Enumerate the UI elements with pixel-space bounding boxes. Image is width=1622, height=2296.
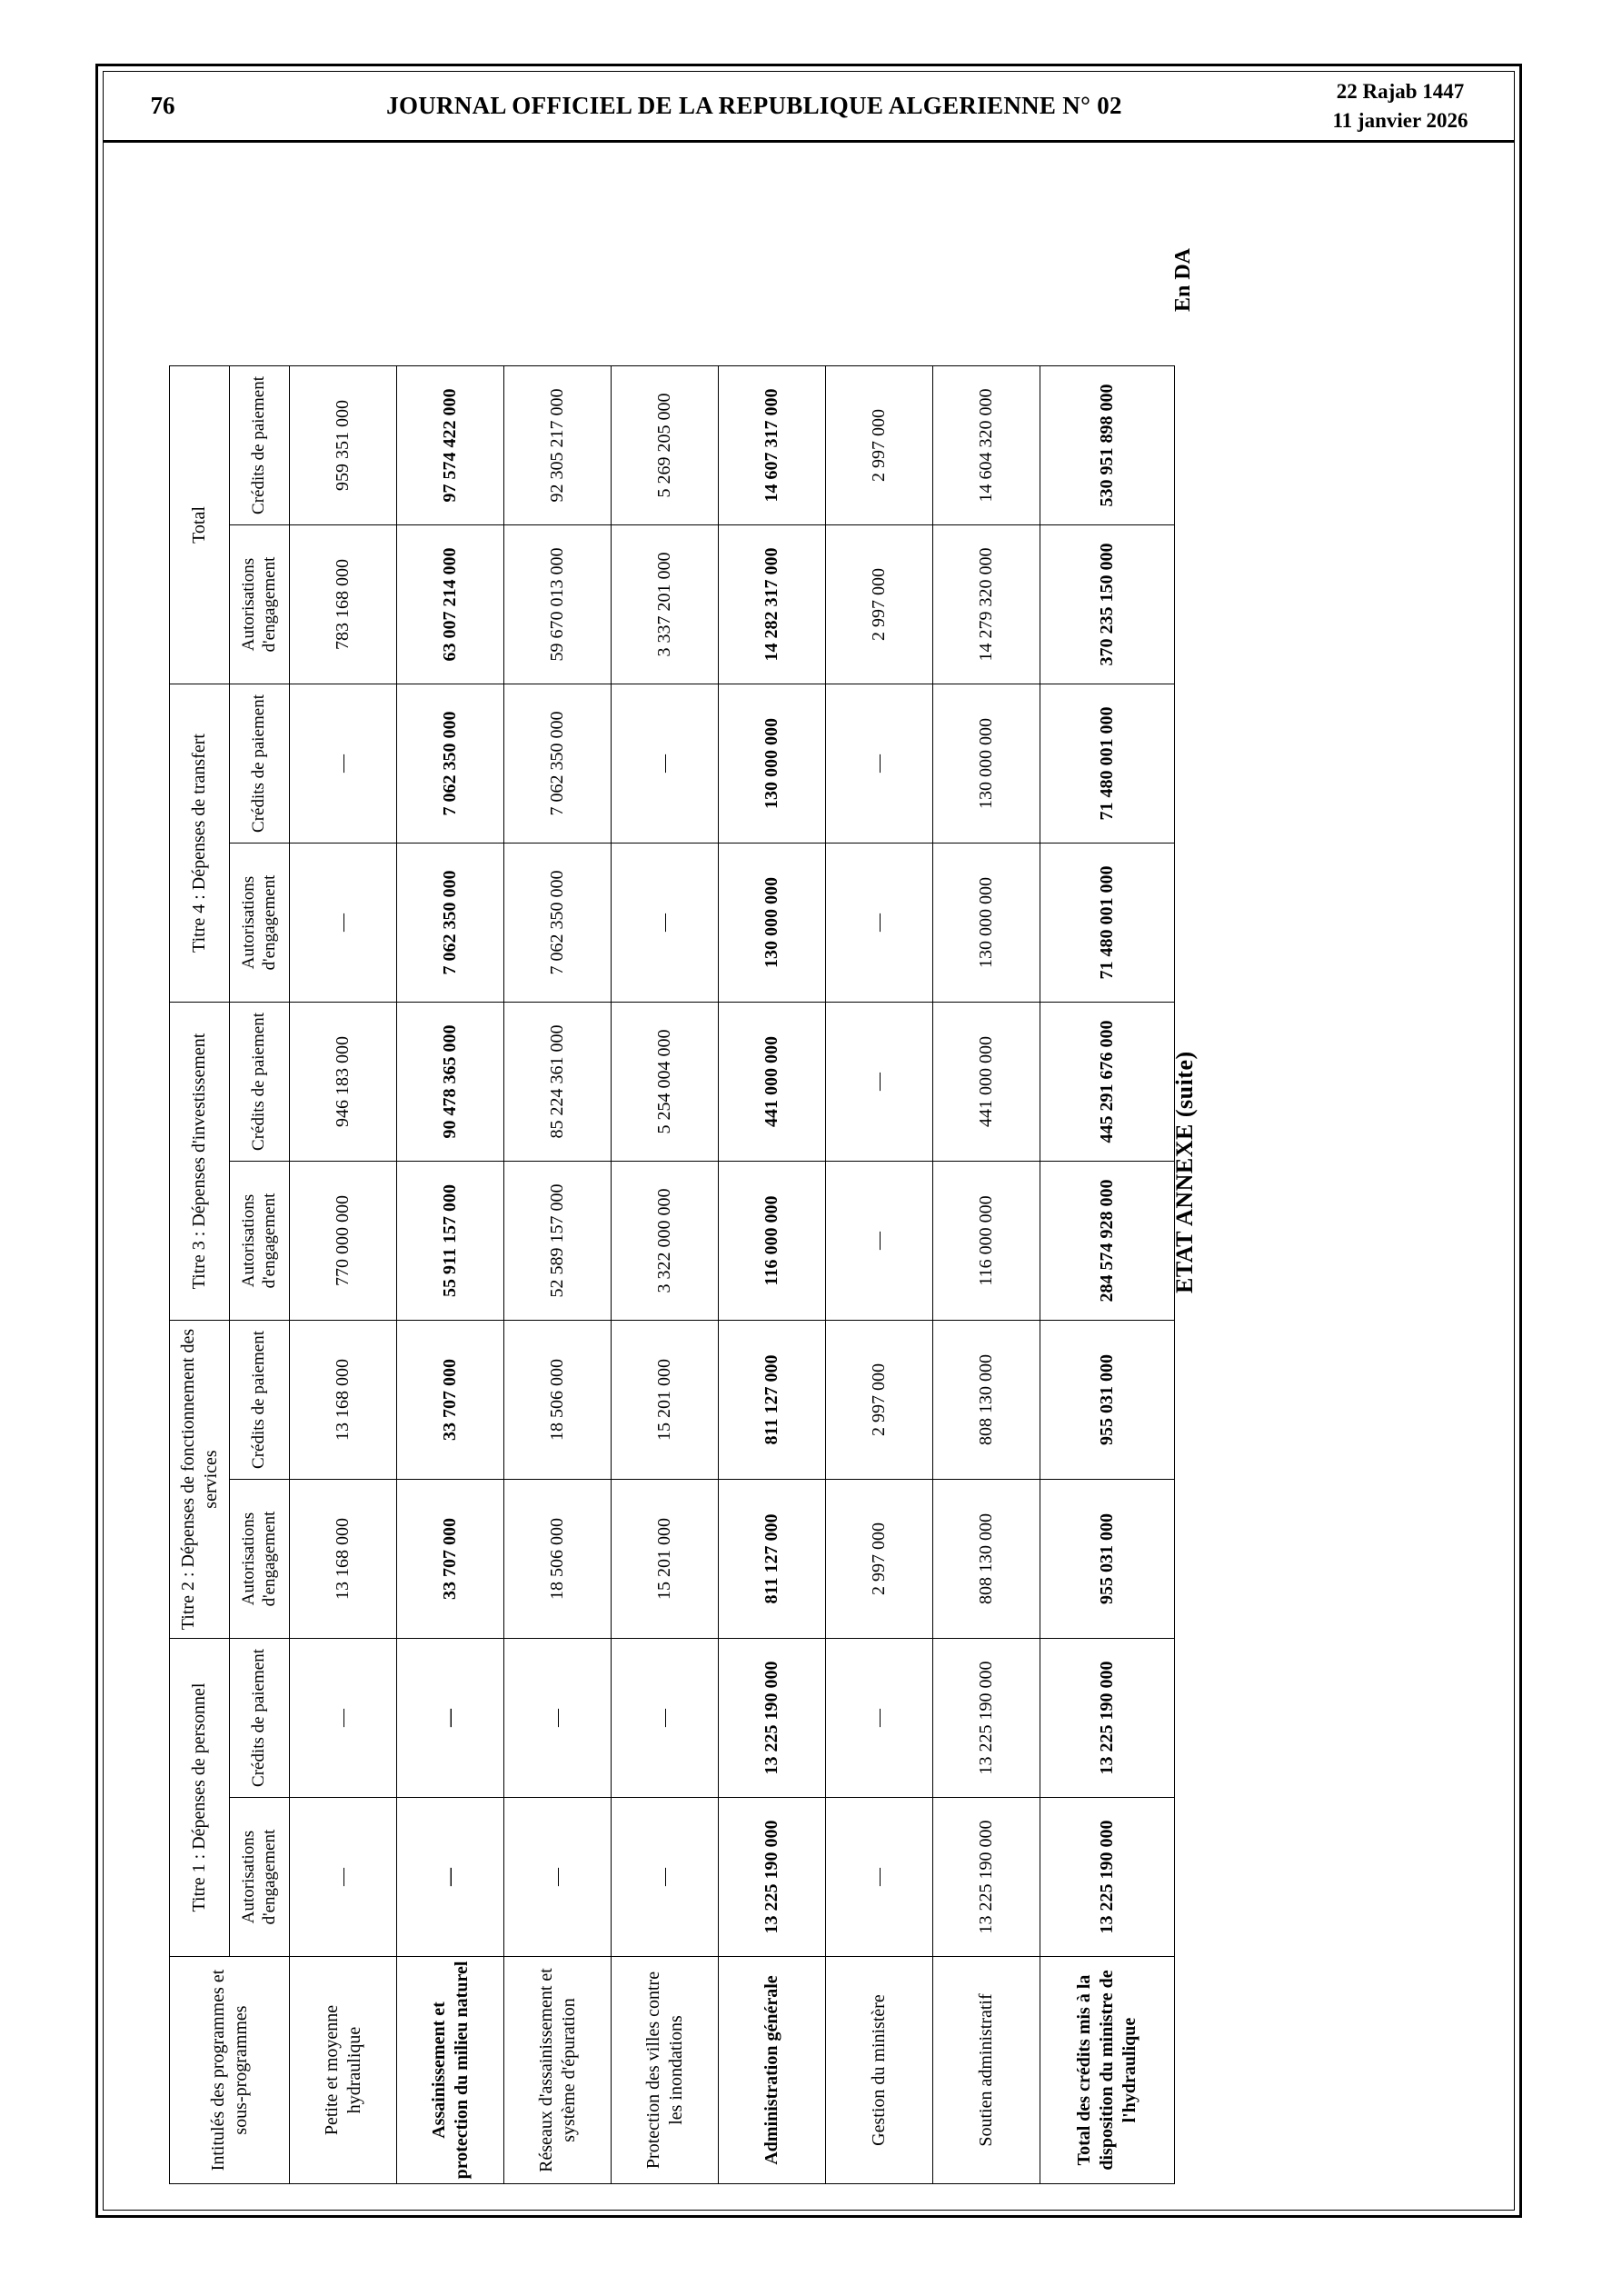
cell-value: 14 607 317 000 bbox=[719, 366, 826, 525]
cell-value: 85 224 361 000 bbox=[504, 1003, 612, 1162]
cell-value: — bbox=[290, 684, 397, 844]
budget-table bbox=[169, 365, 1175, 2184]
cell-value: 946 183 000 bbox=[290, 1003, 397, 1162]
cell-value: 13 168 000 bbox=[290, 1321, 397, 1480]
group-header-titre4: Titre 4 : Dépenses de transfert bbox=[170, 684, 230, 1003]
cell-value: 15 201 000 bbox=[612, 1480, 719, 1639]
table-row-total bbox=[1040, 366, 1175, 2184]
row-label: Protection des villes contre les inondations bbox=[612, 1957, 719, 2184]
cell-value: 18 506 000 bbox=[504, 1480, 612, 1639]
page-header bbox=[104, 72, 1514, 143]
cell-value: — bbox=[826, 684, 933, 844]
group-header-titre2: Titre 2 : Dépenses de fonctionnement des services bbox=[170, 1321, 230, 1639]
cell-value: 116 000 000 bbox=[719, 1162, 826, 1321]
cell-value: 13 225 190 000 bbox=[1040, 1639, 1175, 1798]
cell-value: 52 589 157 000 bbox=[504, 1162, 612, 1321]
cell-value: — bbox=[612, 1798, 719, 1957]
page-inner-frame bbox=[103, 71, 1515, 2211]
cell-value: 2 997 000 bbox=[826, 525, 933, 684]
cell-value: 783 168 000 bbox=[290, 525, 397, 684]
cell-value: 71 480 001 000 bbox=[1040, 844, 1175, 1003]
sub-header-cp-4: Crédits de paiement bbox=[230, 684, 290, 844]
cell-value: 5 254 004 000 bbox=[612, 1003, 719, 1162]
table-row bbox=[719, 366, 826, 2184]
sub-header-cp-3: Crédits de paiement bbox=[230, 1003, 290, 1162]
cell-value: 445 291 676 000 bbox=[1040, 1003, 1175, 1162]
cell-value: — bbox=[290, 844, 397, 1003]
cell-value: 5 269 205 000 bbox=[612, 366, 719, 525]
sub-header-cp-1: Crédits de paiement bbox=[230, 1639, 290, 1798]
page-frame bbox=[95, 64, 1522, 2218]
group-header-titre3: Titre 3 : Dépenses d'investissement bbox=[170, 1003, 230, 1321]
cell-value: — bbox=[826, 1003, 933, 1162]
sub-header-ae-4: Autorisations d'engagement bbox=[230, 844, 290, 1003]
table-body bbox=[290, 366, 1175, 2184]
sub-header-ae-1: Autorisations d'engagement bbox=[230, 1798, 290, 1957]
cell-value: 808 130 000 bbox=[933, 1321, 1040, 1480]
sub-header-row bbox=[230, 366, 290, 2184]
cell-value: 130 000 000 bbox=[933, 844, 1040, 1003]
cell-value: 3 337 201 000 bbox=[612, 525, 719, 684]
table-row bbox=[612, 366, 719, 2184]
row-label: Gestion du ministère bbox=[826, 1957, 933, 2184]
cell-value: 441 000 000 bbox=[719, 1003, 826, 1162]
cell-value: 33 707 000 bbox=[397, 1480, 504, 1639]
cell-value: — bbox=[290, 1639, 397, 1798]
cell-value: — bbox=[290, 1798, 397, 1957]
cell-value: 71 480 001 000 bbox=[1040, 684, 1175, 844]
cell-value: — bbox=[504, 1639, 612, 1798]
cell-value: 59 670 013 000 bbox=[504, 525, 612, 684]
landscape-sheet bbox=[104, 143, 1512, 2210]
cell-value: 130 000 000 bbox=[719, 684, 826, 844]
cell-value: 13 225 190 000 bbox=[1040, 1798, 1175, 1957]
cell-value: 7 062 350 000 bbox=[504, 844, 612, 1003]
cell-value: 808 130 000 bbox=[933, 1480, 1040, 1639]
date-gregorian: 11 janvier 2026 bbox=[1332, 108, 1468, 132]
cell-value: 7 062 350 000 bbox=[397, 684, 504, 844]
cell-value: 770 000 000 bbox=[290, 1162, 397, 1321]
cell-value: — bbox=[612, 1639, 719, 1798]
cell-value: 33 707 000 bbox=[397, 1321, 504, 1480]
rotated-content-area bbox=[104, 143, 1514, 2210]
cell-value: — bbox=[397, 1798, 504, 1957]
table-row bbox=[290, 366, 397, 2184]
cell-value: 370 235 150 000 bbox=[1040, 525, 1175, 684]
row-label: Soutien administratif bbox=[933, 1957, 1040, 2184]
cell-value: — bbox=[612, 684, 719, 844]
row-label: Réseaux d'assainissement et système d'épuration bbox=[504, 1957, 612, 2184]
cell-value: 811 127 000 bbox=[719, 1321, 826, 1480]
cell-value: — bbox=[397, 1639, 504, 1798]
group-header-titre1: Titre 1 : Dépenses de personnel bbox=[170, 1639, 230, 1957]
cell-value: 18 506 000 bbox=[504, 1321, 612, 1480]
cell-value: 13 225 190 000 bbox=[933, 1798, 1040, 1957]
cell-value: — bbox=[504, 1798, 612, 1957]
cell-value: 2 997 000 bbox=[826, 1480, 933, 1639]
cell-value: 130 000 000 bbox=[933, 684, 1040, 844]
cell-value: 55 911 157 000 bbox=[397, 1162, 504, 1321]
cell-value: 955 031 000 bbox=[1040, 1480, 1175, 1639]
cell-value: 90 478 365 000 bbox=[397, 1003, 504, 1162]
cell-value: — bbox=[826, 1798, 933, 1957]
cell-value: 97 574 422 000 bbox=[397, 366, 504, 525]
sub-header-ae-2: Autorisations d'engagement bbox=[230, 1480, 290, 1639]
cell-value: 7 062 350 000 bbox=[504, 684, 612, 844]
row-header-label: Intitulés des programmes et sous-programmes bbox=[170, 1957, 290, 2184]
cell-value: 955 031 000 bbox=[1040, 1321, 1175, 1480]
group-header-total: Total bbox=[170, 366, 230, 684]
cell-value: 530 951 898 000 bbox=[1040, 366, 1175, 525]
cell-value: 14 604 320 000 bbox=[933, 366, 1040, 525]
cell-value: 811 127 000 bbox=[719, 1480, 826, 1639]
group-header-row bbox=[170, 366, 230, 2184]
table-row bbox=[826, 366, 933, 2184]
cell-value: 14 282 317 000 bbox=[719, 525, 826, 684]
sub-header-cp-total: Crédits de paiement bbox=[230, 366, 290, 525]
row-label: Assainissement et protection du milieu naturel bbox=[397, 1957, 504, 2184]
table-row bbox=[933, 366, 1040, 2184]
cell-value: 13 225 190 000 bbox=[719, 1798, 826, 1957]
cell-value: 13 225 190 000 bbox=[719, 1639, 826, 1798]
table-row bbox=[397, 366, 504, 2184]
cell-value: 63 007 214 000 bbox=[397, 525, 504, 684]
table-row bbox=[504, 366, 612, 2184]
cell-value: 284 574 928 000 bbox=[1040, 1162, 1175, 1321]
table-head bbox=[170, 366, 290, 2184]
cell-value: 959 351 000 bbox=[290, 366, 397, 525]
header-dates bbox=[1287, 77, 1514, 134]
cell-value: 92 305 217 000 bbox=[504, 366, 612, 525]
cell-value: 130 000 000 bbox=[719, 844, 826, 1003]
cell-value: 14 279 320 000 bbox=[933, 525, 1040, 684]
cell-value: — bbox=[826, 1639, 933, 1798]
journal-title: JOURNAL OFFICIEL DE LA REPUBLIQUE ALGERIENNE N° 02 bbox=[386, 92, 1122, 119]
sub-header-ae-total: Autorisations d'engagement bbox=[230, 525, 290, 684]
annex-title: ETAT ANNEXE (suite) bbox=[1171, 1051, 1198, 1293]
currency-note: En DA bbox=[1171, 247, 1195, 312]
date-hijri: 22 Rajab 1447 bbox=[1336, 80, 1465, 104]
cell-value: 2 997 000 bbox=[826, 366, 933, 525]
cell-value: 441 000 000 bbox=[933, 1003, 1040, 1162]
cell-value: 3 322 000 000 bbox=[612, 1162, 719, 1321]
cell-value: 2 997 000 bbox=[826, 1321, 933, 1480]
cell-value: 13 168 000 bbox=[290, 1480, 397, 1639]
row-label: Administration générale bbox=[719, 1957, 826, 2184]
cell-value: — bbox=[612, 844, 719, 1003]
cell-value: 15 201 000 bbox=[612, 1321, 719, 1480]
cell-value: 13 225 190 000 bbox=[933, 1639, 1040, 1798]
sub-header-ae-3: Autorisations d'engagement bbox=[230, 1162, 290, 1321]
row-label: Total des crédits mis à la disposition du ministre de l'hydraulique bbox=[1040, 1957, 1175, 2184]
row-label: Petite et moyenne hydraulique bbox=[290, 1957, 397, 2184]
cell-value: 7 062 350 000 bbox=[397, 844, 504, 1003]
page-number: 76 bbox=[150, 92, 175, 119]
cell-value: 116 000 000 bbox=[933, 1162, 1040, 1321]
sub-header-cp-2: Crédits de paiement bbox=[230, 1321, 290, 1480]
cell-value: — bbox=[826, 844, 933, 1003]
cell-value: — bbox=[826, 1162, 933, 1321]
